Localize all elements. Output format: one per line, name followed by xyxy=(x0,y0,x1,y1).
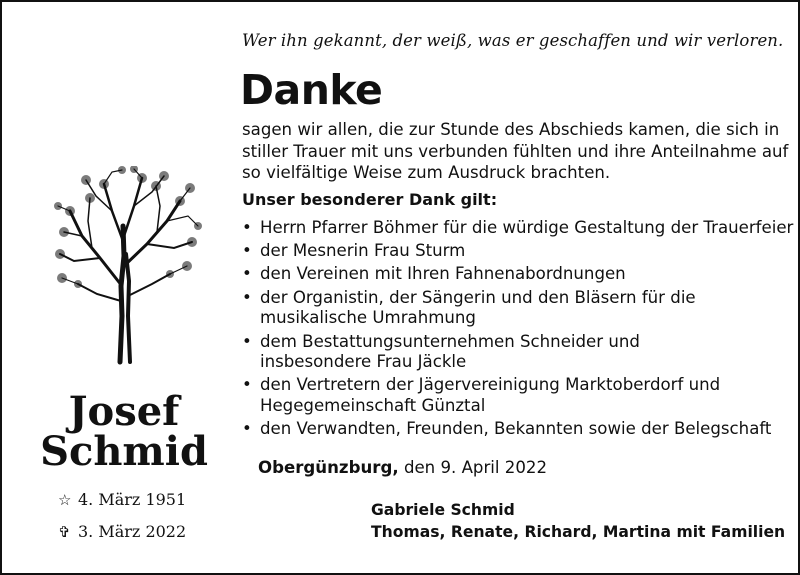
thanks-item-line: insbesondere Frau Jäckle xyxy=(260,352,467,372)
thanks-item xyxy=(242,241,787,262)
thanks-heading: Unser besonderer Dank gilt: xyxy=(242,190,498,209)
signers xyxy=(371,500,785,543)
place: Obergünzburg, xyxy=(258,458,399,477)
birth-row xyxy=(58,484,186,516)
deceased-name xyxy=(28,388,220,475)
date: den 9. April 2022 xyxy=(403,458,548,477)
thanks-item-line: • der Mesnerin Frau Sturm xyxy=(260,241,466,261)
star-icon: ☆ xyxy=(58,491,72,509)
headline: Danke xyxy=(240,66,383,114)
thanks-item xyxy=(242,288,787,329)
thanks-list xyxy=(242,218,794,443)
tree-illustration-icon xyxy=(52,166,202,366)
signer-line: Thomas, Renate, Richard, Martina mit Familien xyxy=(371,522,786,541)
thanks-item xyxy=(242,332,787,373)
last-name: Schmid xyxy=(40,428,208,475)
motto-quote: Wer ihn gekannt, der weiß, was er geschaffen und wir verloren. xyxy=(242,31,784,50)
place-date xyxy=(258,458,547,477)
thanks-item-line: • Herrn Pfarrer Böhmer für die würdige Gestaltung der Trauerfeier xyxy=(260,218,794,237)
life-dates xyxy=(58,484,186,548)
thanks-item xyxy=(242,375,787,416)
signer-line: Gabriele Schmid xyxy=(371,501,515,519)
intro-line: stiller Trauer mit uns verbunden fühlten und ihre Anteilnahme auf xyxy=(242,141,789,161)
intro-line: sagen wir allen, die zur Stunde des Abschieds kamen, die sich in xyxy=(242,120,780,139)
thanks-item xyxy=(242,264,787,285)
first-name: Josef xyxy=(68,388,180,435)
thanks-item-line: • der Organistin, der Sängerin und den Bläsern für die xyxy=(260,287,696,307)
intro-text xyxy=(242,119,789,184)
birth-date: 4. März 1951 xyxy=(78,490,187,509)
intro-line: so vielfältige Weise zum Ausdruck brachten. xyxy=(242,163,611,182)
thanks-item xyxy=(242,419,787,440)
cross-icon: ✞ xyxy=(58,523,71,541)
thanks-item-line: • den Verwandten, Freunden, Bekannten sowie der Belegschaft xyxy=(260,419,772,439)
thanks-item-line: • den Vertretern der Jägervereinigung Marktoberdorf und xyxy=(260,375,721,395)
thanks-item-line: • dem Bestattungsunternehmen Schneider und xyxy=(260,331,640,351)
thanks-item-line: Hegegemeinschaft Günztal xyxy=(260,396,486,416)
thanks-item-line: musikalische Umrahmung xyxy=(260,308,476,328)
death-row xyxy=(58,516,186,548)
death-date: 3. März 2022 xyxy=(78,522,187,541)
thanks-item xyxy=(242,218,794,239)
thanks-item-line: • den Vereinen mit Ihren Fahnenabordnungen xyxy=(260,264,626,284)
